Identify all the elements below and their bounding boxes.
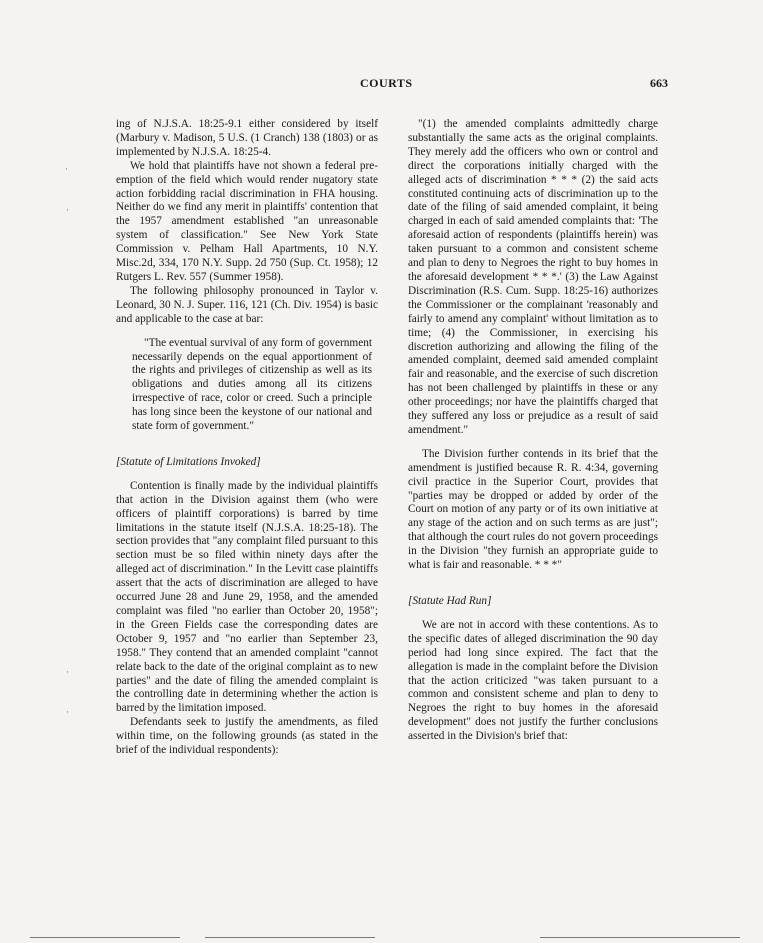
right-paragraph-1: The Division further contends in its brief that the amendment is justified because R. R. 4:34, governing civil practice in the Superior Court, provides that "parties may be dropped or added by order of the Court on motion of any party or of its own initiative at any stage of the action and on such terms as are just"; that although the court rules do not govern proceedings in the Division "they furnish an appropriate guide to what is fair and reasonable. * * *" [408, 447, 658, 572]
bottom-scan-line-left [30, 937, 180, 938]
left-block-quote: "The eventual survival of any form of government necessarily depends on the equal apportionment of the rights and privileges of citizenship as well as its obligations and duties among all its citizens irrespective of race, color or creed. Such a principle has long since been the keystone of our national and state form of government." [132, 336, 372, 433]
right-block-quote: "(1) the amended complaints admittedly charge substantially the same acts as the original complaints. They merely add the officers who own or control and direct the corporations initially charged with the alleged acts of discrimination * * * (2) the said acts constituted continuing acts of discrimination up to the date of the filing of said amended complaint, it being charged in each of said amended complaints that: 'The aforesaid action of respondents (plaintiffs herein) was taken pursuant to a common and consistent scheme and plan to deny to Negroes the right to buy homes in the aforesaid development * * *.' (3) the Law Against Discrimination (R.S. Cum. Supp. 18:25-16) authorizes the Commissioner or the complainant 'reasonably and fairly to amend any complaint' without limitation as to time; (4) the Commissioner, in exercising his discretion authorizing and allowing the filing of the amended complaint, deemed said amended complaint fair and reasonable, and the exercise of such discretion has not been challenged by plaintiffs in these or any other proceedings; nor have the plaintiffs charged that they suffered any loss or prejudice as a result of said amendment." [408, 118, 658, 436]
left-column [116, 118, 378, 758]
bottom-scan-line-right [540, 937, 740, 938]
running-head-title: COURTS [360, 76, 413, 90]
left-paragraph-2: We hold that plaintiffs have not shown a federal pre-emption of the field which would render nugatory state action forbidding racial discrimination in FHA housing. Neither do we find any merit in plaintiffs' contention that the 1957 amendment established "an unreasonable system of classification." See New York State Commission v. Pelham Hall Apartments, 10 N.Y. Misc.2d, 334, 170 N.Y. Supp. 2d 750 (Sup. Ct. 1958); 12 Rutgers L. Rev. 557 (Summer 1958). [116, 159, 378, 283]
right-paragraph-2: We are not in accord with these contentions. As to the specific dates of alleged discrimination the 90 day period had long since expired. The fact that the allegation is made in the complaint before the Division that the action criticized "was taken pursuant to a common and consistent scheme and plan to deny to Negroes the right to buy homes in the aforesaid development" does not justify the further conclusions asserted in the Division's brief that: [408, 618, 658, 743]
scan-speck: · [66, 667, 69, 677]
left-paragraph-3: The following philosophy pronounced in Taylor v. Leonard, 30 N. J. Super. 116, 121 (Ch. Div. 1954) is basic and applicable to the case at bar: [116, 284, 378, 325]
section-heading-limitations: [Statute of Limitations Invoked] [116, 455, 261, 468]
left-paragraph-5: Defendants seek to justify the amendments, as filed within time, on the following grounds (as stated in the brief of the individual respondents): [116, 716, 378, 757]
right-column [408, 118, 658, 744]
section-heading-statute-run: [Statute Had Run] [408, 595, 492, 607]
bottom-scan-line-middle [205, 937, 375, 938]
left-paragraph-1: ing of N.J.S.A. 18:25-9.1 either considered by itself (Marbury v. Madison, 5 U.S. (1 Cranch) 138 (1803) or as implemented by N.J.S.A. 18:25-4. [116, 118, 378, 158]
scan-speck: · [65, 164, 68, 174]
scan-speck: · [66, 205, 69, 215]
left-paragraph-4: Contention is finally made by the individual plaintiffs that action in the Division against them (who were officers of plaintiff corporations) is barred by time limitations in the statute itself (N.J.S.A. 18:25-18). The section provides that "any complaint filed pursuant to this section must be so filed within ninety days after the alleged act of discrimination." In the Levitt case plaintiffs assert that the acts of discrimination are alleged to have occurred June 28 and June 29, 1958, and the amended complaint was filed "no earlier than October 20, 1958"; in the Green Fields case the corresponding dates are October 9, 1957 and "no earlier than September 23, 1958." They contend that an amended complaint "cannot relate back to the date of the original complaint as to new parties" and the date of filing the amended complaint is the controlling date in determining whether the action is barred by the limitation imposed. [116, 479, 378, 715]
scan-speck: · [66, 707, 69, 717]
page-number: 663 [650, 76, 668, 90]
